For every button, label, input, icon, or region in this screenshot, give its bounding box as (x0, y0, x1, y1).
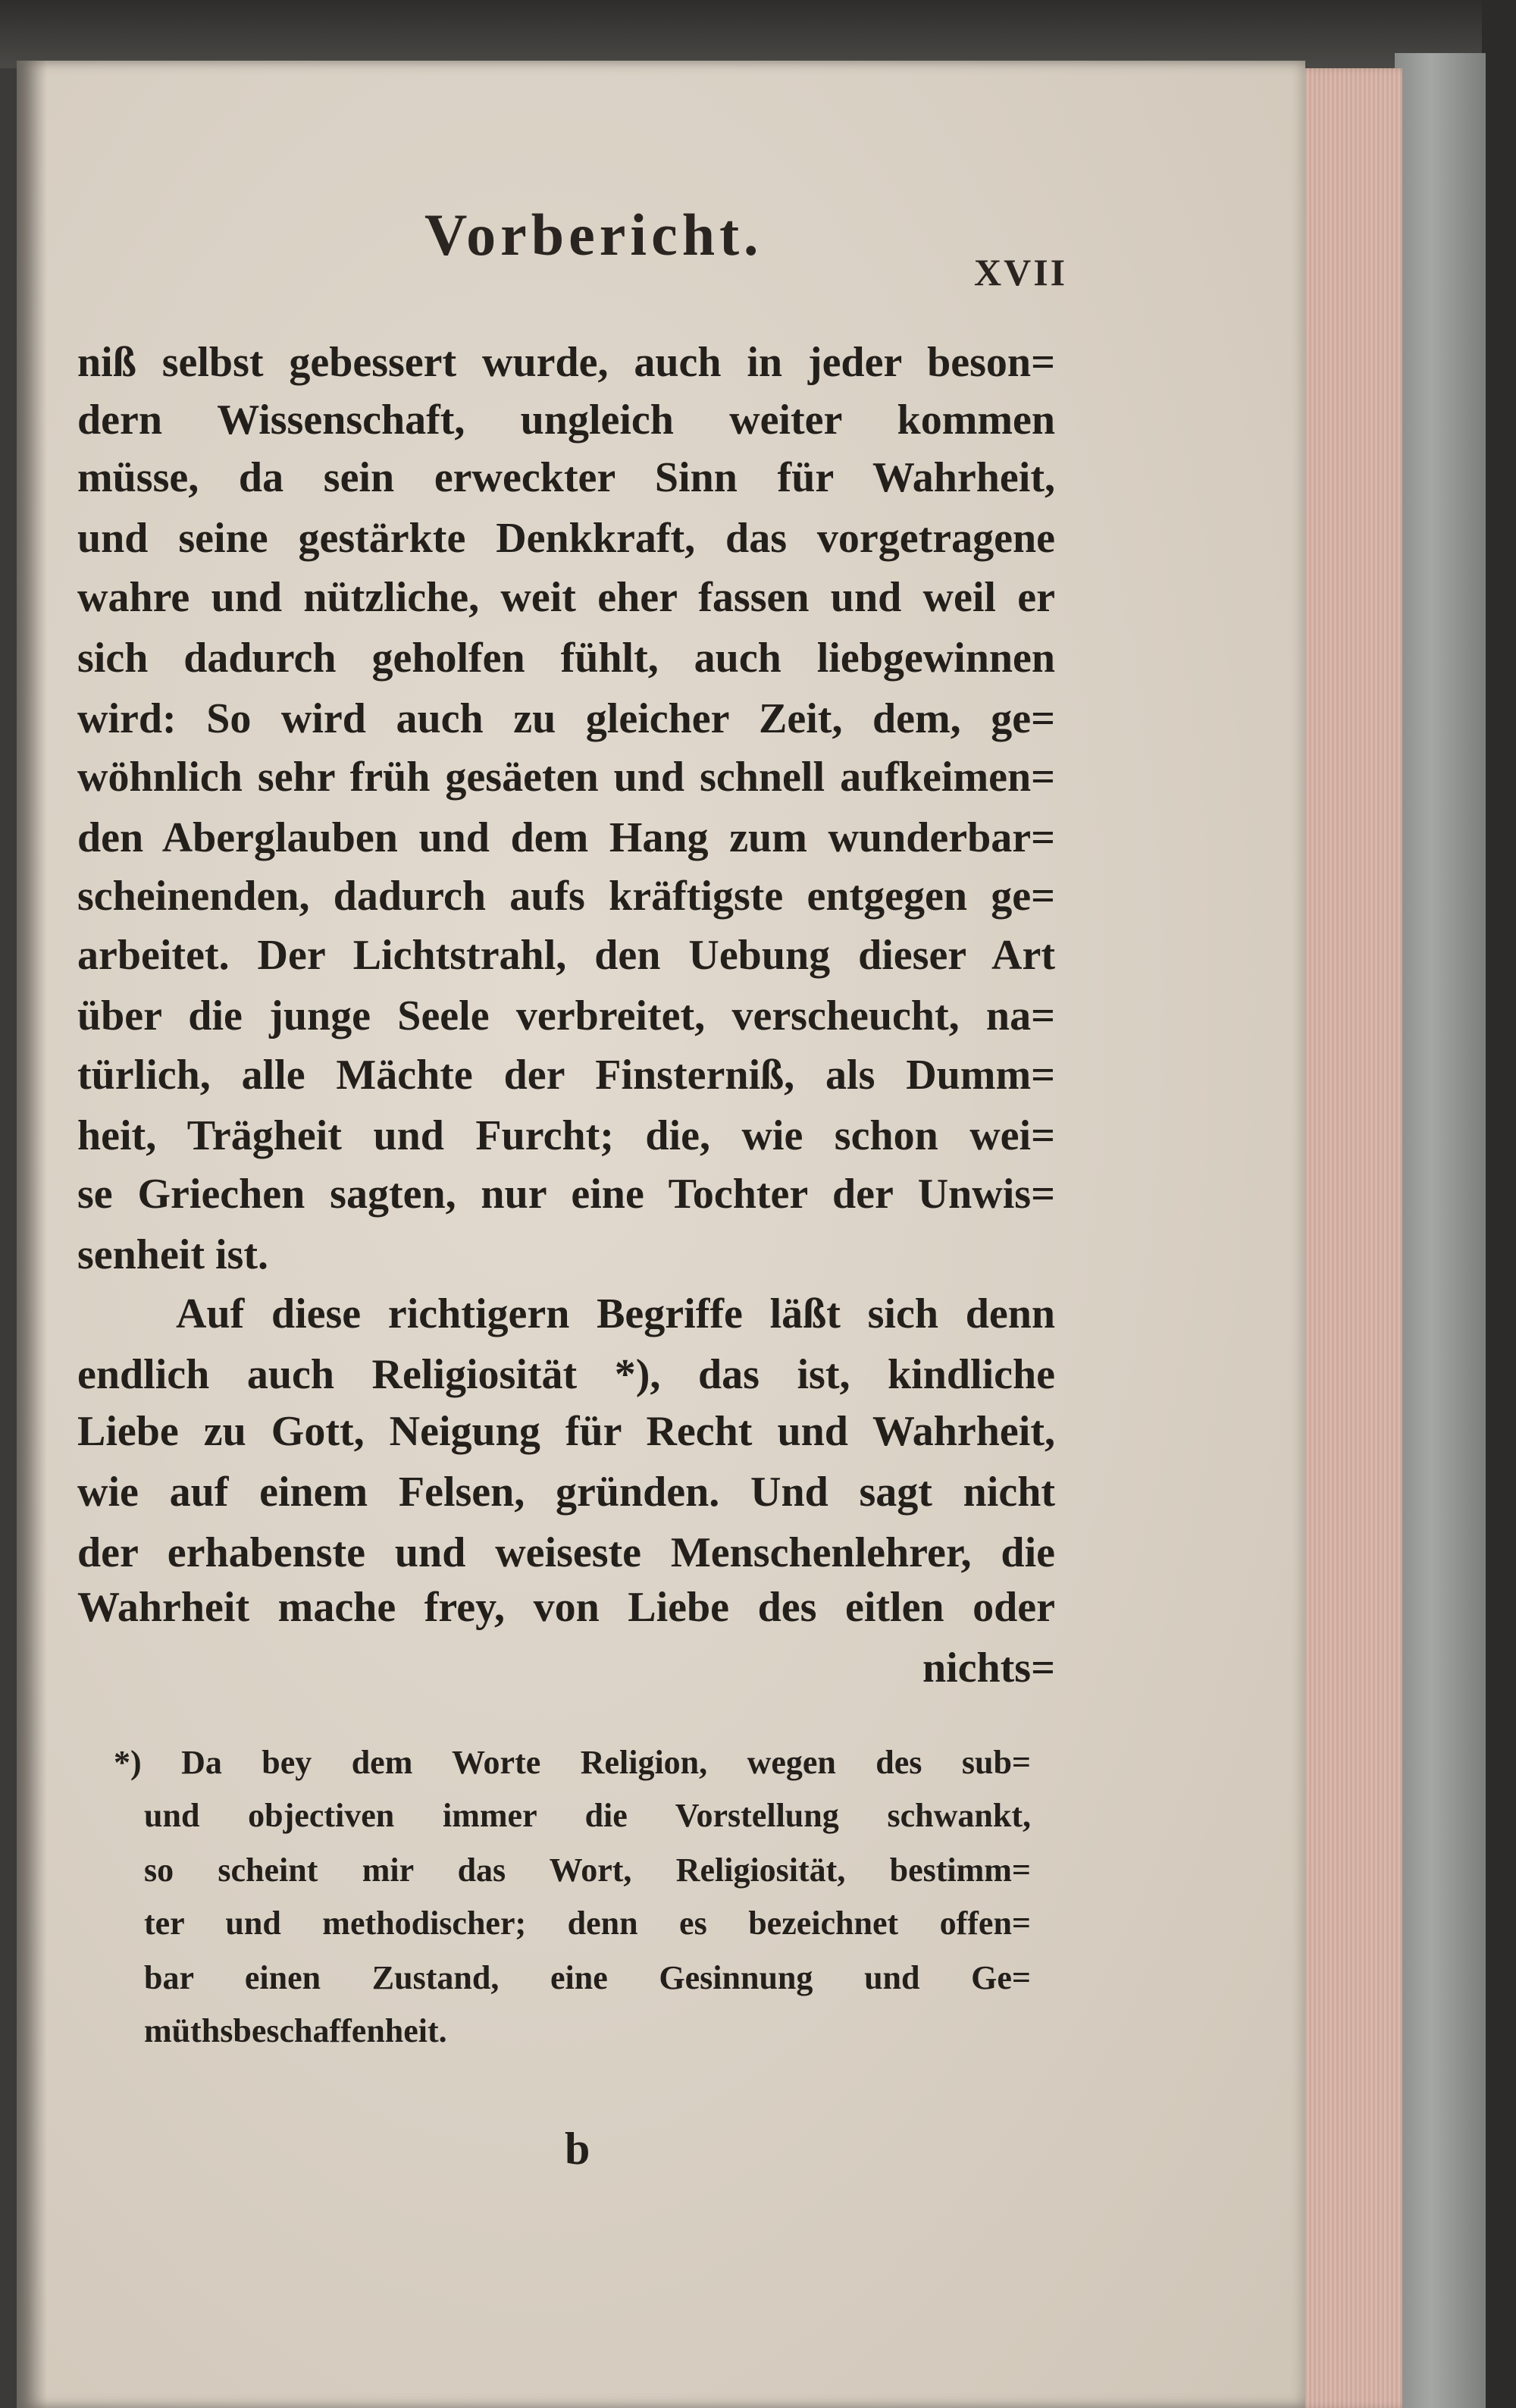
body-line: niß selbst gebessert wurde, auch in jeder beson= (77, 339, 1055, 386)
page-fore-edge (1289, 68, 1402, 2408)
body-line: wahre und nützliche, weit eher fassen und weil er (77, 574, 1055, 621)
body-line: über die junge Seele verbreitet, verscheucht, na= (77, 992, 1055, 1039)
body-line: dern Wissenschaft, ungleich weiter kommen (77, 397, 1055, 444)
body-line: scheinenden, dadurch aufs kräftigste entgegen ge= (77, 873, 1055, 920)
page-number: XVII (974, 251, 1068, 293)
body-line: der erhabenste und weiseste Menschenlehrer, die (77, 1529, 1055, 1576)
body-line: arbeitet. Der Lichtstrahl, den Uebung dieser Art (77, 932, 1055, 979)
body-line: und seine gestärkte Denkkraft, das vorgetragene (77, 515, 1055, 562)
body-line: Liebe zu Gott, Neigung für Recht und Wahrheit, (77, 1408, 1055, 1455)
body-line: se Griechen sagten, nur eine Tochter der Unwis= (77, 1171, 1055, 1218)
running-header-title: Vorbericht. (424, 202, 763, 268)
signature-mark: b (565, 2124, 590, 2174)
body-line: müsse, da sein erweckter Sinn für Wahrheit, (77, 454, 1055, 501)
body-line: den Aberglauben und dem Hang zum wunderbar= (77, 814, 1055, 861)
body-line: Auf diese richtigern Begriffe läßt sich denn (176, 1290, 1055, 1337)
body-line: wöhnlich sehr früh gesäeten und schnell aufkeimen= (77, 754, 1055, 801)
footnote-line: müthsbeschaffenheit. (144, 2012, 447, 2049)
body-line: türlich, alle Mächte der Finsterniß, als Dumm= (77, 1052, 1055, 1099)
body-line: senheit ist. (77, 1231, 268, 1278)
footnote-line: bar einen Zustand, eine Gesinnung und Ge= (144, 1959, 1031, 1996)
footnote-line: *) Da bey dem Worte Religion, wegen des sub= (114, 1744, 1031, 1781)
catchword: nichts= (922, 1645, 1055, 1692)
footnote-line: ter und methodischer; denn es bezeichnet offen= (144, 1905, 1031, 1942)
body-line: heit, Trägheit und Furcht; die, wie schon wei= (77, 1112, 1055, 1159)
body-line: wie auf einem Felsen, gründen. Und sagt nicht (77, 1469, 1055, 1516)
book-cover-edge (1395, 53, 1486, 2408)
body-line: Wahrheit mache frey, von Liebe des eitlen oder (77, 1584, 1055, 1631)
body-line: sich dadurch geholfen fühlt, auch liebgewinnen (77, 635, 1055, 682)
page-gutter-shadow (17, 61, 47, 2408)
background-right (1482, 0, 1516, 2408)
footnote-line: und objectiven immer die Vorstellung schwankt, (144, 1797, 1031, 1834)
footnote-line: so scheint mir das Wort, Religiosität, bestimm= (144, 1851, 1031, 1889)
background-top (0, 0, 1516, 68)
body-line: endlich auch Religiosität *), das ist, kindliche (77, 1351, 1055, 1398)
body-line: wird: So wird auch zu gleicher Zeit, dem, ge= (77, 695, 1055, 742)
